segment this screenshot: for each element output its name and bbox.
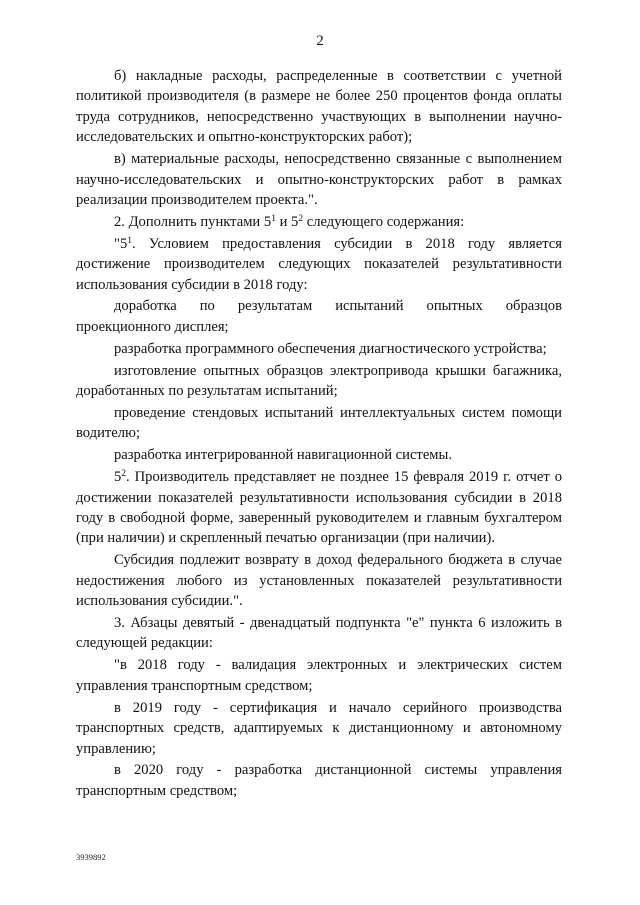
- paragraph-2019: в 2019 году - сертификация и начало серийного производства транспортных средств, адаптируемых к дистанционному и автономному управлению;: [76, 699, 562, 757]
- superscript: 2: [298, 213, 304, 224]
- text-run: "5: [114, 235, 128, 252]
- paragraph-2018: "в 2018 году - валидация электронных и электрических систем управления транспортным средством;: [76, 657, 562, 694]
- paragraph-2020: в 2020 году - разработка дистанционной системы управления транспортным средством;: [76, 762, 562, 799]
- paragraph-b-overhead-costs: б) накладные расходы, распределенные в соответствии с учетной политикой производителя (в размере не более 250 процентов фонда оплаты труда сотрудников, непосредственно участвующих в выполнении научно-исследовательских и опытно-конструкторских работ);: [76, 68, 562, 146]
- paragraph-5-1-condition: [76, 234, 562, 295]
- indicator-software: разработка программного обеспечения диагностического устройства;: [114, 340, 547, 357]
- text-run: . Производитель представляет не позднее 15 февраля 2019 г. отчет о достижении показателей результативности использования субсидии в 2018 году в свободной форме, заверенный руководителем и главным бухгалтером (при наличии) и скрепленный печатью организации (при наличии).: [76, 469, 562, 547]
- text-run: . Условием предоставления субсидии в 2018 году является достижение производителем следующих показателей результативности использования субсидии в 2018 году:: [76, 235, 562, 293]
- document-body: [76, 66, 562, 803]
- indicator-driver-assist: проведение стендовых испытаний интеллектуальных систем помощи водителю;: [76, 405, 562, 442]
- text-run: 2. Дополнить пунктами 5: [114, 213, 272, 230]
- indicator-display: доработка по результатам испытаний опытных образцов проекционного дисплея;: [76, 298, 562, 335]
- paragraph-subsidy-return: Субсидия подлежит возврату в доход федерального бюджета в случае недостижения любого из установленных показателей результативности использования субсидии.".: [76, 552, 562, 610]
- superscript: 1: [271, 213, 276, 224]
- paragraph-item-3: 3. Абзацы девятый - двенадцатый подпункта "е" пункта 6 изложить в следующей редакции:: [76, 615, 562, 652]
- page-number: 2: [316, 33, 324, 49]
- paragraph-5-2-report: [76, 467, 562, 549]
- text-run: и 5: [275, 213, 299, 230]
- indicator-trunk-drive: изготовление опытных образцов электропривода крышки багажника, доработанных по результатам испытаний;: [76, 362, 562, 400]
- superscript: 1: [127, 235, 133, 246]
- text-run: 5: [114, 469, 122, 486]
- paragraph-v-material-costs: в) материальные расходы, непосредственно связанные с выполнением научно-исследовательских и опытно-конструкторских работ в рамках реализации производителем проекта.".: [76, 151, 562, 208]
- superscript: 2: [121, 469, 127, 480]
- paragraph-item-2: [76, 212, 562, 232]
- text-run: следующего содержания:: [303, 213, 465, 230]
- document-code: 3939892: [76, 852, 106, 862]
- indicator-navigation: разработка интегрированной навигационной системы.: [114, 447, 452, 464]
